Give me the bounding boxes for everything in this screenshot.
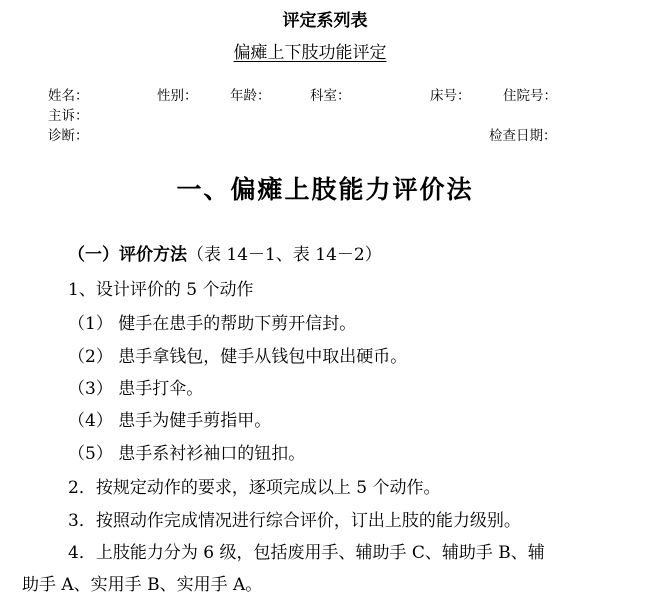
item-2: 2．按规定动作的要求，逐项完成以上 5 个动作。 [68, 478, 441, 498]
action-4: （4） 患手为健手剪指甲。 [68, 411, 272, 431]
item-3: 3．按照动作完成情况进行综合评价，订出上肢的能力级别。 [68, 511, 521, 531]
name-label: 姓名： [48, 88, 89, 104]
action-3: （3） 患手打伞。 [68, 379, 204, 399]
bed-label: 床号： [430, 88, 471, 104]
item-4-line-2: 助手 A、实用手 B、实用手 A。 [22, 575, 263, 595]
form-title: 偏瘫上下肢功能评定 [233, 43, 387, 63]
action-1: （1） 健手在患手的帮助下剪开信封。 [68, 314, 357, 334]
admission-number-label: 住院号： [503, 88, 557, 104]
item-1: 1、设计评价的 5 个动作 [68, 280, 254, 300]
chief-complaint-label: 主诉： [48, 108, 89, 124]
section-title: 一、偏瘫上肢能力评价法 [176, 175, 474, 204]
gender-label: 性别： [157, 88, 198, 104]
action-5: （5） 患手系衬衫袖口的钮扣。 [68, 444, 306, 464]
subheading-label: （一）评价方法 [68, 245, 187, 265]
action-2: （2） 患手拿钱包，健手从钱包中取出硬币。 [68, 347, 408, 367]
department-label: 科室： [310, 88, 351, 104]
document-title: 评定系列表 [282, 11, 368, 31]
diagnosis-label: 诊断： [48, 128, 89, 144]
exam-date-label: 检查日期： [489, 128, 557, 144]
item-4-line-1: 4．上肢能力分为 6 级，包括废用手、辅助手 C、辅助手 B、辅 [68, 543, 545, 563]
subheading-table-ref: （表 14－1、表 14－2） [187, 245, 382, 265]
age-label: 年龄： [230, 88, 271, 104]
subheading [68, 240, 382, 265]
